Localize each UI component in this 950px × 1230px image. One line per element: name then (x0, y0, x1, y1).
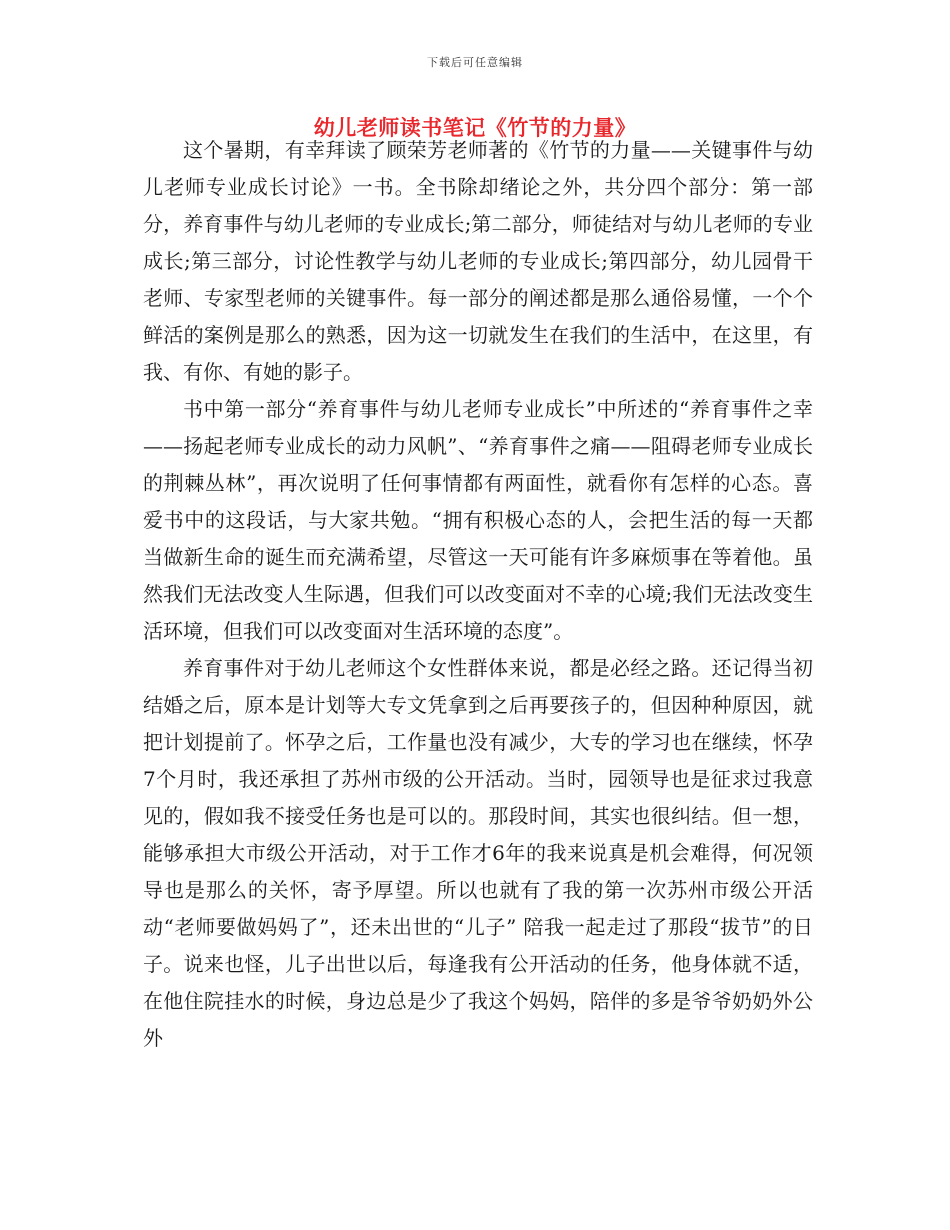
paragraph-1: 这个暑期，有幸拜读了顾荣芳老师著的《竹节的力量——关键事件与幼儿老师专业成长讨论》一书。全书除却绪论之外，共分四个部分：第一部分，养育事件与幼儿老师的专业成长;第二部分，师徒结对与幼儿老师的专业成长;第三部分，讨论性教学与幼儿老师的专业成长;第四部分，幼儿园骨干老师、专家型老师的关键事件。每一部分的阐述都是那么通俗易懂，一个个鲜活的案例是那么的熟悉，因为这一切就发生在我们的生活中，在这里，有我、有你、有她的影子。 (143, 138, 813, 384)
paragraph-2: 书中第一部分“养育事件与幼儿老师专业成长”中所述的“养育事件之幸——扬起老师专业成长的动力风帆”、“养育事件之痛——阻碍老师专业成长的荆棘丛林”，再次说明了任何事情都有两面性，就看你有怎样的心态。喜爱书中的这段话，与大家共勉。“拥有积极心态的人，会把生活的每一天都当做新生命的诞生而充满希望，尽管这一天可能有许多麻烦事在等着他。虽然我们无法改变人生际遇，但我们可以改变面对不幸的心境;我们无法改变生活环境，但我们可以改变面对生活环境的态度”。 (143, 397, 813, 643)
document-body (143, 132, 813, 1057)
paragraph-3: 养育事件对于幼儿老师这个女性群体来说，都是必经之路。还记得当初结婚之后，原本是计划等大专文凭拿到之后再要孩子的，但因种种原因，就把计划提前了。怀孕之后，工作量也没有减少，大专的学习也在继续，怀孕7个月时，我还承担了苏州市级的公开活动。当时，园领导也是征求过我意见的，假如我不接受任务也是可以的。那段时间，其实也很纠结。但一想，能够承担大市级公开活动，对于工作才6年的我来说真是机会难得，何况领导也是那么的关怀，寄予厚望。所以也就有了我的第一次苏州市级公开活动“老师要做妈妈了”，还未出世的“儿子” 陪我一起走过了那段“拔节”的日子。说来也怪，儿子出世以后，每逢我有公开活动的任务，他身体就不适，在他住院挂水的时候，身边总是少了我这个妈妈，陪伴的多是爷爷奶奶外公外 (143, 656, 813, 1050)
document-title: 幼儿老师读书笔记《竹节的力量》 (313, 115, 637, 140)
header-note: 下载后可任意编辑 (427, 56, 523, 69)
